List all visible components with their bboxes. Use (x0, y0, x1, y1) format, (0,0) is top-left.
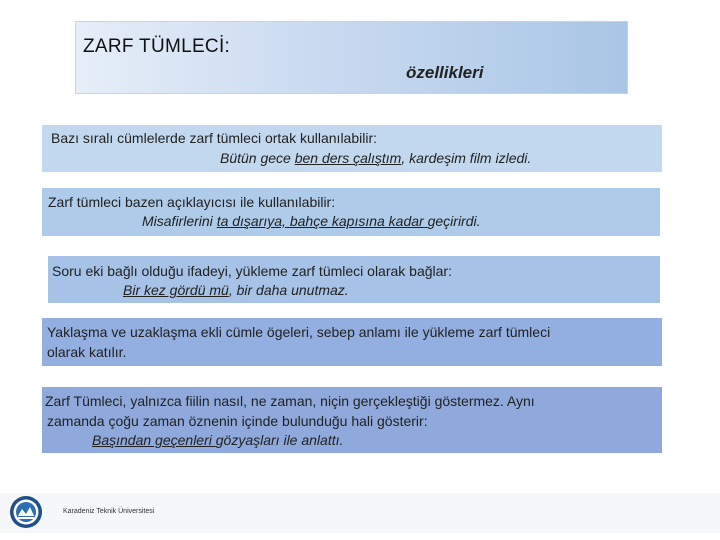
example-plain: Misafirlerini (142, 213, 217, 229)
example-underlined: Bir kez gördü mü (123, 282, 229, 298)
info-box-1 (42, 125, 662, 172)
info-box-3 (48, 256, 660, 303)
info-box-2-text: Zarf tümleci bazen açıklayıcısı ile kullanılabilir: (48, 194, 336, 210)
example-rest: geçirirdi. (427, 213, 481, 229)
info-box-4-line1: Yaklaşma ve uzaklaşma ekli cümle ögeleri, sebep anlamı ile yükleme zarf tümleci (47, 324, 551, 340)
example-rest: , kardeşim film izledi. (401, 150, 532, 166)
example-underlined: Başından geçenleri (92, 432, 216, 448)
info-box-4 (42, 318, 662, 366)
example-underlined: ta dışarıya, bahçe kapısına kadar (216, 213, 428, 229)
info-box-1-example (220, 149, 531, 167)
info-box-4-line2: olarak katılır. (47, 344, 127, 360)
info-box-5 (42, 387, 662, 453)
info-box-5-example (92, 431, 343, 449)
info-box-3-text: Soru eki bağlı olduğu ifadeyi, yükleme zarf tümleci olarak bağlar: (52, 263, 452, 279)
example-underlined: ben ders çalıştım (294, 150, 402, 166)
footer-university-name: Karadeniz Teknik Üniversitesi (63, 508, 155, 515)
example-rest: , bir daha unutmaz. (228, 282, 349, 298)
info-box-1-text: Bazı sıralı cümlelerde zarf tümleci ortak kullanılabilir: (51, 130, 378, 146)
example-plain: Bütün gece (220, 150, 295, 166)
page-subtitle: özellikleri (406, 63, 484, 82)
page-title: ZARF TÜMLECİ: (83, 36, 231, 57)
info-box-5-line2: zamanda çoğu zaman öznenin içinde bulunduğu hali gösterir: (47, 413, 428, 429)
info-box-2-example (142, 212, 481, 230)
ktu-logo-icon (9, 495, 43, 529)
title-box (75, 21, 628, 94)
info-box-5-line1: Zarf Tümleci, yalnızca fiilin nasıl, ne zaman, niçin gerçekleştiği göstermez. Aynı (45, 393, 535, 409)
example-rest: gözyaşları ile anlattı. (215, 432, 344, 448)
info-box-2 (42, 188, 660, 236)
info-box-3-example (123, 281, 349, 299)
